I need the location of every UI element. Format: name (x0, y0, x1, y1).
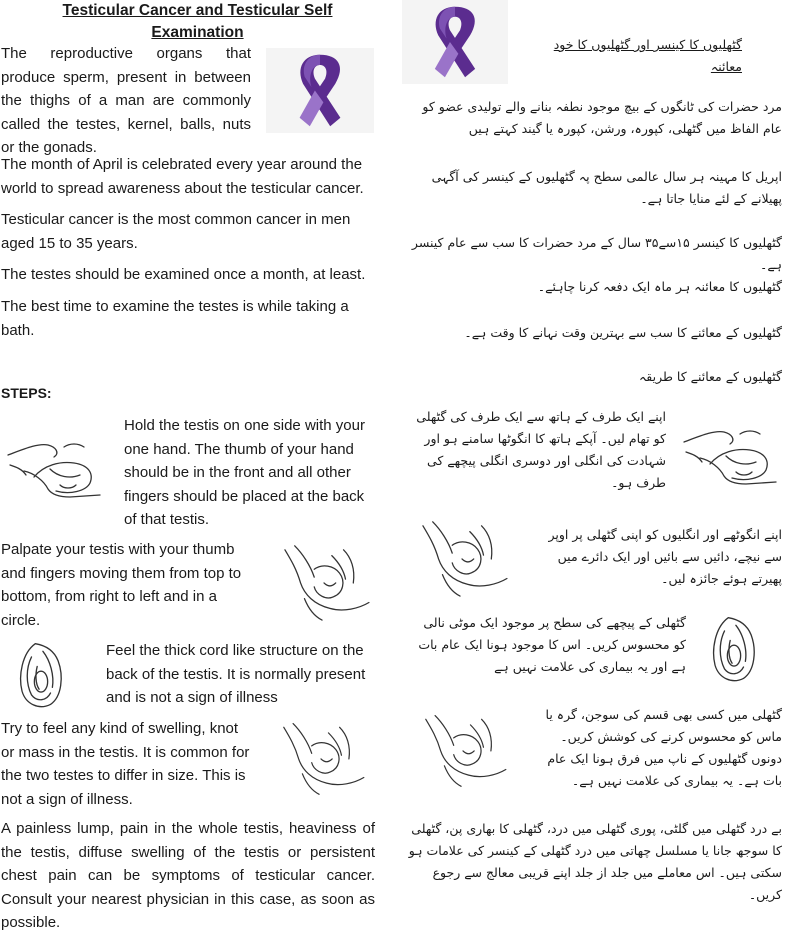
urdu-step4-image (410, 710, 516, 790)
hands-palpating-icon (268, 718, 374, 798)
title-line2: Examination (151, 24, 244, 41)
title-line1: Testicular Cancer and Testicular Self (62, 2, 333, 19)
urdu-common: گٹھلیوں کا کینسر ۱۵سے۳۵ سال کے مرد حضرات کا سب سے عام کینسر ہے۔ (411, 235, 782, 272)
urdu-step3-image (706, 612, 762, 686)
april-paragraph: The month of April is celebrated every year around the world to spread awareness about the testicular cancer. (1, 156, 364, 197)
testis-cord-icon (12, 638, 70, 712)
hands-palpating-icon (272, 540, 376, 624)
step2-text: Palpate your testis with your thumb and fingers moving them from top to bottom, from right to left and in a circle. (1, 541, 242, 629)
step3-text: Feel the thick cord like structure on the back of the testis. It is normally present and is not a sign of illness (106, 642, 366, 706)
common-paragraph: Testicular cancer is the most common cancer in men aged 15 to 35 years. (1, 211, 351, 252)
urdu-step3-text: گٹھلی کے پیچھے کی سطح پر موجود ایک موٹی نالی کو محسوس کریں۔ اس کا موجود ہونا ایک عام بات ہے اور یہ بیماری کی علامت نہیں ہے (418, 615, 686, 674)
urdu-intro: مرد حضرات کی ٹانگوں کے بیچ موجود نطفہ بنانے والے تولیدی عضو کو عام الفاظ میں گٹھلی، کپورہ، ورشن، کپورہ یا گیند کہتے ہیں (422, 99, 782, 136)
monthly-paragraph: The testes should be examined once a month, at least. (1, 266, 366, 283)
hand-holding-testis-icon (0, 425, 108, 505)
urdu-step2-text: اپنے انگوٹھے اور انگلیوں کو اپنی گٹھلی پر اوپر سے نیچے، دائیں سے بائیں اور ایک دائرے میں پھیرتے ہوئے جائزہ لیں۔ (548, 527, 782, 586)
urdu-step1-text: اپنے ایک طرف کے ہاتھ سے ایک طرف کی گٹھلی کو تھام لیں۔ آپکے ہاتھ کا انگوٹھا سامنے ہو اور شہادت کی انگلی اور دوسری انگلی پیچھے کی طرف ہو۔ (416, 409, 666, 490)
step4-image (268, 718, 374, 798)
page-title (0, 0, 395, 44)
warning-paragraph: A painless lump, pain in the whole testis, heaviness of the testis, diffuse swelling of the testis or persistent chest pain can be symptoms of testicular cancer. Consult your nearest physician in this case, as soon as possible. (1, 820, 375, 931)
step3-image (12, 638, 70, 712)
awareness-ribbon-icon (266, 48, 374, 133)
steps-heading: STEPS: (1, 385, 52, 401)
step4-text: Try to feel any kind of swelling, knot or mass in the testis. It is common for the two testes to differ in size. This is not a sign of illness. (1, 720, 250, 808)
urdu-step4-text: گٹھلی میں کسی بھی قسم کی سوجن، گرہ یا ماس کو محسوس کرنے کی کوشش کریں۔ دونوں گٹھلیوں کے ناپ میں فرق ہونا ایک عام بات ہے۔ یہ بیماری کی علامت نہیں ہے۔ (545, 707, 782, 788)
intro-paragraph: The reproductive organs that produce sperm, present in between the thighs of a man are commonly called the testes, kernel, balls, nuts or the gonads. (1, 45, 251, 156)
step1-image (0, 425, 108, 505)
ribbon-image-right (402, 0, 508, 84)
urdu-april: اپریل کا مہینہ ہر سال عالمی سطح پہ گٹھلیوں کے کینسر کی آگہی پھیلانے کے لئے منایا جاتا ہے۔ (431, 169, 782, 206)
hands-palpating-icon (410, 516, 514, 600)
hand-holding-testis-icon (676, 412, 784, 492)
ribbon-image-left (266, 48, 374, 133)
urdu-step1-image (676, 412, 784, 492)
urdu-warning: بے درد گٹھلی میں گلٹی، پوری گٹھلی میں درد، گٹھلی کا بھاری پن، گٹھلی کا سوجھ جانا یا مسلسل چھاتی میں درد گٹھلی کے کینسر کی علامات ہو سکتی ہیں۔ اس معاملے میں جلد از جلد اپنے قریبی معالج سے رجوع کریں۔ (408, 821, 782, 902)
step2-image (272, 540, 376, 624)
urdu-step2-image (410, 516, 514, 600)
urdu-monthly: گٹھلیوں کا معائنہ ہر ماہ ایک دفعہ کرنا چاہئے۔ (537, 279, 782, 294)
urdu-best-time: گٹھلیوں کے معائنے کا سب سے بہترین وقت نہانے کا وقت ہے۔ (464, 325, 782, 340)
best-time-paragraph: The best time to examine the testes is while taking a bath. (1, 298, 349, 339)
hands-palpating-icon (410, 710, 516, 790)
awareness-ribbon-icon (402, 0, 508, 84)
step1-text: Hold the testis on one side with your one hand. The thumb of your hand should be in the front and all other fingers should be placed at the back of that testis. (124, 417, 365, 528)
urdu-steps-heading: گٹھلیوں کے معائنے کا طریقہ (638, 369, 782, 384)
testis-cord-icon (706, 612, 762, 686)
urdu-title: گٹھلیوں کا کینسر اور گٹھلیوں کا خود معائنہ (553, 37, 742, 74)
